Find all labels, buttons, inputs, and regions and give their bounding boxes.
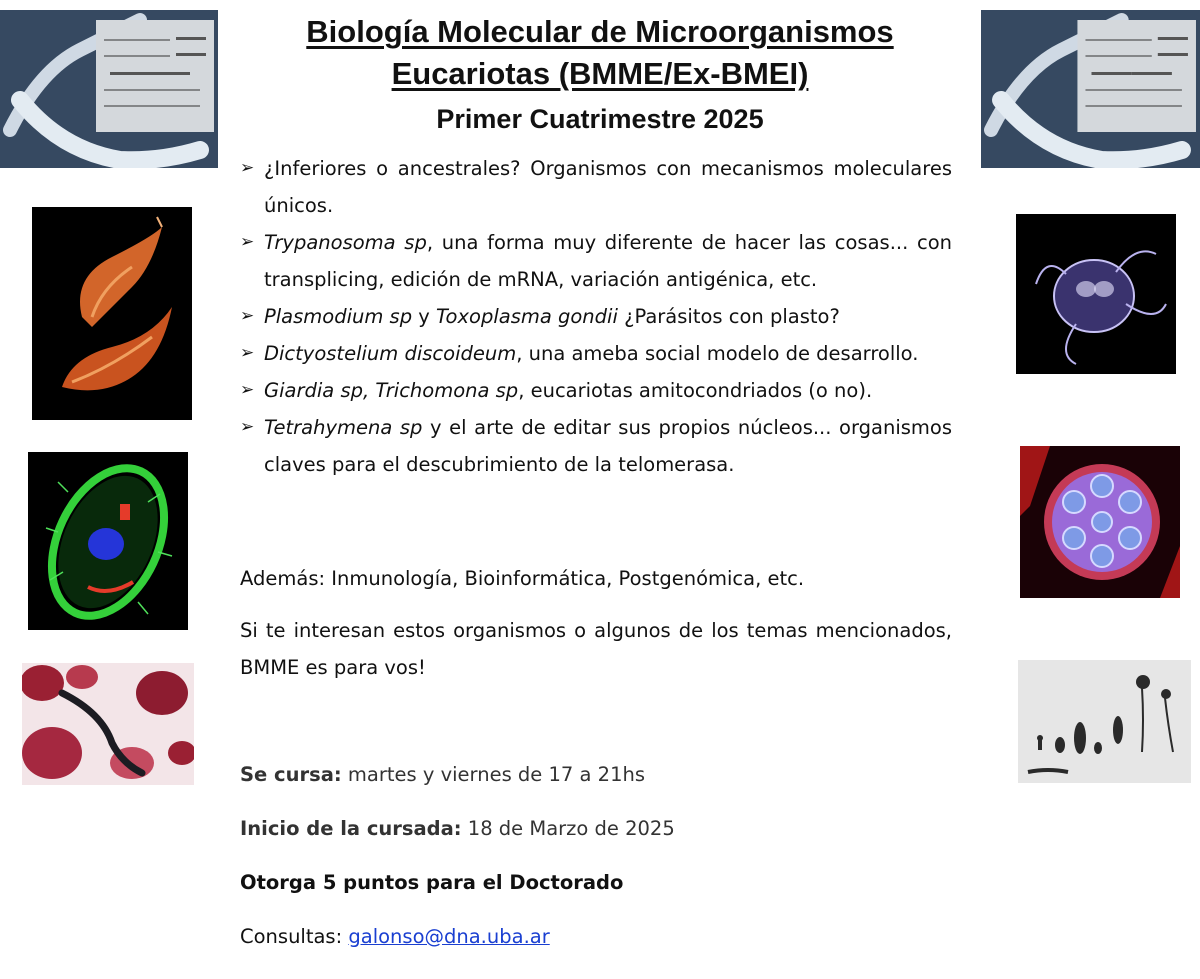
cell-section-red-blue-image — [1020, 446, 1180, 598]
list-item-text: y — [412, 305, 437, 328]
arrow-bullet-icon: ➢ — [240, 417, 255, 437]
start-date-line — [240, 817, 675, 840]
contact-email-link[interactable]: galonso@dna.uba.ar — [348, 925, 550, 948]
list-item-text: , una ameba social modelo de desarrollo. — [516, 342, 919, 365]
list-item — [240, 335, 952, 372]
green-ciliate-image — [28, 452, 188, 630]
trypanosoma-diagram-image-left — [0, 10, 218, 168]
arrow-bullet-icon: ➢ — [240, 306, 255, 326]
list-item-text: y el arte de editar sus propios núcleos... organismos claves para el descubrimiento de la telomerasa. — [264, 416, 952, 476]
credits-line: Otorga 5 puntos para el Doctorado — [240, 871, 624, 894]
arrow-bullet-icon: ➢ — [240, 232, 255, 252]
page-title-line2: Eucariotas (BMME/Ex-BMEI) — [391, 56, 809, 91]
list-item — [240, 409, 952, 483]
arrow-bullet-icon: ➢ — [240, 343, 255, 363]
start-date-label: Inicio de la cursada: — [240, 817, 462, 840]
list-item-text: ¿Inferiores o ancestrales? Organismos con mecanismos moleculares únicos. — [264, 157, 952, 217]
list-item-text: ¿Parásitos con plasto? — [617, 305, 840, 328]
page-subtitle: Primer Cuatrimestre 2025 — [436, 104, 764, 134]
parasite-blood-cells-image — [22, 663, 194, 785]
topic-list — [240, 150, 952, 483]
schedule-label: Se cursa: — [240, 763, 342, 786]
list-item — [240, 372, 952, 409]
list-item — [240, 150, 952, 224]
contact-line — [240, 925, 550, 948]
organism-name: Dictyostelium discoideum — [264, 342, 517, 365]
page-title: Biología Molecular de Microorganismos — [306, 14, 894, 49]
trypanosoma-diagram-image-right — [981, 10, 1200, 168]
organism-name: Toxoplasma gondii — [436, 305, 618, 328]
giardia-glow-image — [1016, 214, 1176, 374]
arrow-bullet-icon: ➢ — [240, 380, 255, 400]
start-date-value: 18 de Marzo de 2025 — [461, 817, 675, 840]
contact-label: Consultas: — [240, 925, 349, 948]
schedule-line — [240, 763, 645, 786]
list-item-text: , una forma muy diferente de hacer las cosas... con transplicing, edición de mRNA, variación antigénica, etc. — [264, 231, 952, 291]
invitation-text: Si te interesan estos organismos o algunos de los temas mencionados, BMME es para vos! — [240, 619, 952, 679]
list-item-text: , eucariotas amitocondriados (o no). — [518, 379, 873, 402]
arrow-bullet-icon: ➢ — [240, 158, 255, 178]
list-item — [240, 298, 952, 335]
extra-topics-text: Además: Inmunología, Bioinformática, Postgenómica, etc. — [240, 567, 805, 590]
list-item — [240, 224, 952, 298]
organism-name: Tetrahymena sp — [264, 416, 423, 439]
dictyostelium-fruiting-bodies-image — [1018, 660, 1191, 783]
organism-name: Trypanosoma sp — [264, 231, 427, 254]
orange-trypanosoma-image — [32, 207, 192, 420]
schedule-value: martes y viernes de 17 a 21hs — [341, 763, 645, 786]
organism-name: Plasmodium sp — [264, 305, 413, 328]
organism-name: Giardia sp, Trichomona sp — [264, 379, 519, 402]
